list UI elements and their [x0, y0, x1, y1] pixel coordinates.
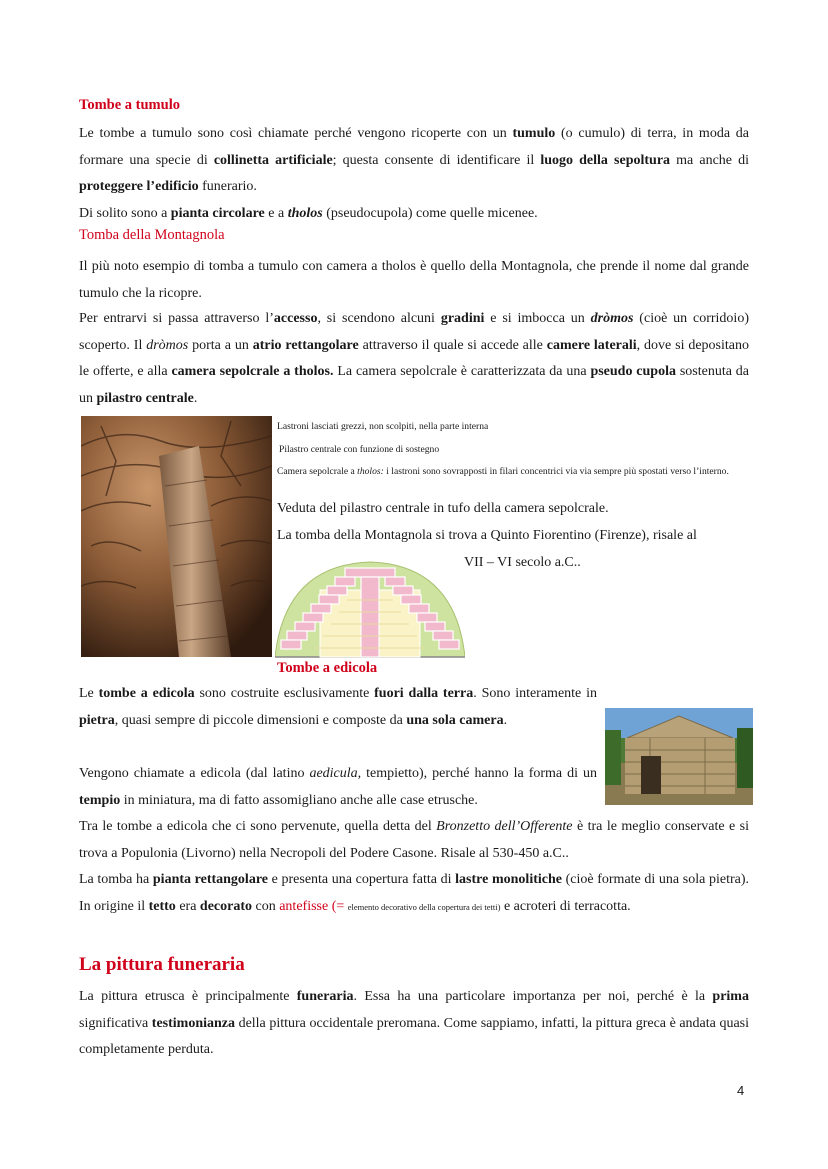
paragraph-tumulo-intro: Le tombe a tumulo sono così chiamate perché vengono ricoperte con un tumulo (o cumulo) di terra, in moda da formare una specie di collinetta artificiale; questa consente di identificare il luogo della sepoltura ma anche di proteggere l’edificio funerario. — [79, 126, 749, 194]
page-number: 4 — [737, 1083, 745, 1098]
paragraph-montagnola-intro: Il più noto esempio di tomba a tumulo con camera a tholos è quello della Montagnola, che prende il nome dal grande tumulo che la ricopre. — [79, 259, 749, 301]
paragraph-edicola-nome: Vengono chiamate a edicola (dal latino aedicula, tempietto), perché hanno la forma di un tempio in miniatura, ma di fatto assomigliano anche alle case etrusche. — [79, 766, 597, 808]
edicola-tomb-photo — [605, 708, 753, 805]
caption-lastroni: Lastroni lasciati grezzi, non scolpiti, nella parte interna — [277, 421, 489, 432]
heading-tomba-montagnola: Tomba della Montagnola — [79, 227, 225, 243]
caption-pilastro: Pilastro centrale con funzione di sostegno — [279, 444, 440, 455]
paragraph-edicola-bronzetto: Tra le tombe a edicola che ci sono pervenute, quella detta del Bronzetto dell’Offerente è tra le meglio conservate e si trova a Populonia (Livorno) nella Necropoli del Podere Casone. Risale al 530-450 a.C.. — [79, 819, 749, 861]
paragraph-tumulo-pianta: Di solito sono a pianta circolare e a tholos (pseudocupola) come quelle micenee. — [79, 206, 538, 221]
caption-camera: Camera sepolcrale a tholos: i lastroni sono sovrapposti in filari concentrici via via sempre più spostati verso l’interno. — [277, 466, 729, 477]
caption-data: VII – VI secolo a.C.. — [464, 555, 581, 570]
tholos-diagram — [275, 560, 465, 658]
caption-veduta: Veduta del pilastro centrale in tufo della camera sepolcrale. — [277, 501, 609, 516]
paragraph-edicola-copertura: La tomba ha pianta rettangolare e presenta una copertura fatta di lastre monolitiche (cioè formate di una sola pietra). In origine il tetto era decorato con antefisse (= elemento decorativo della copertura dei tetti) e acroteri di terracotta. — [79, 872, 750, 914]
paragraph-pittura-funeraria: La pittura etrusca è principalmente funeraria. Essa ha una particolare importanza per noi, perché è la prima significativa testimonianza della pittura occidentale preromana. Come sappiamo, infatti, la pittura greca è andata quasi completamente perduta. — [79, 989, 749, 1057]
heading-tombe-tumulo: Tombe a tumulo — [79, 97, 180, 113]
caption-localita: La tomba della Montagnola si trova a Quinto Fiorentino (Firenze), risale al — [277, 528, 697, 543]
heading-tombe-edicola: Tombe a edicola — [277, 660, 378, 676]
paragraph-edicola-intro: Le tombe a edicola sono costruite esclusivamente fuori dalla terra. Sono interamente in pietra, quasi sempre di piccole dimensioni e composte da una sola camera. — [79, 686, 597, 728]
heading-pittura-funeraria: La pittura funeraria — [79, 954, 245, 975]
paragraph-montagnola-struttura: Per entrarvi si passa attraverso l’accesso, si scendono alcuni gradini e si imbocca un dròmos (cioè un corridoio) scoperto. Il dròmos porta a un atrio rettangolare attraverso il quale si accede alle camere laterali, dove si depositano le offerte, e alla camera sepolcrale a tholos. La camera sepolcrale è caratterizzata da una pseudo cupola sostenuta da un pilastro centrale. — [79, 311, 750, 406]
tholos-pillar-photo — [81, 416, 272, 657]
